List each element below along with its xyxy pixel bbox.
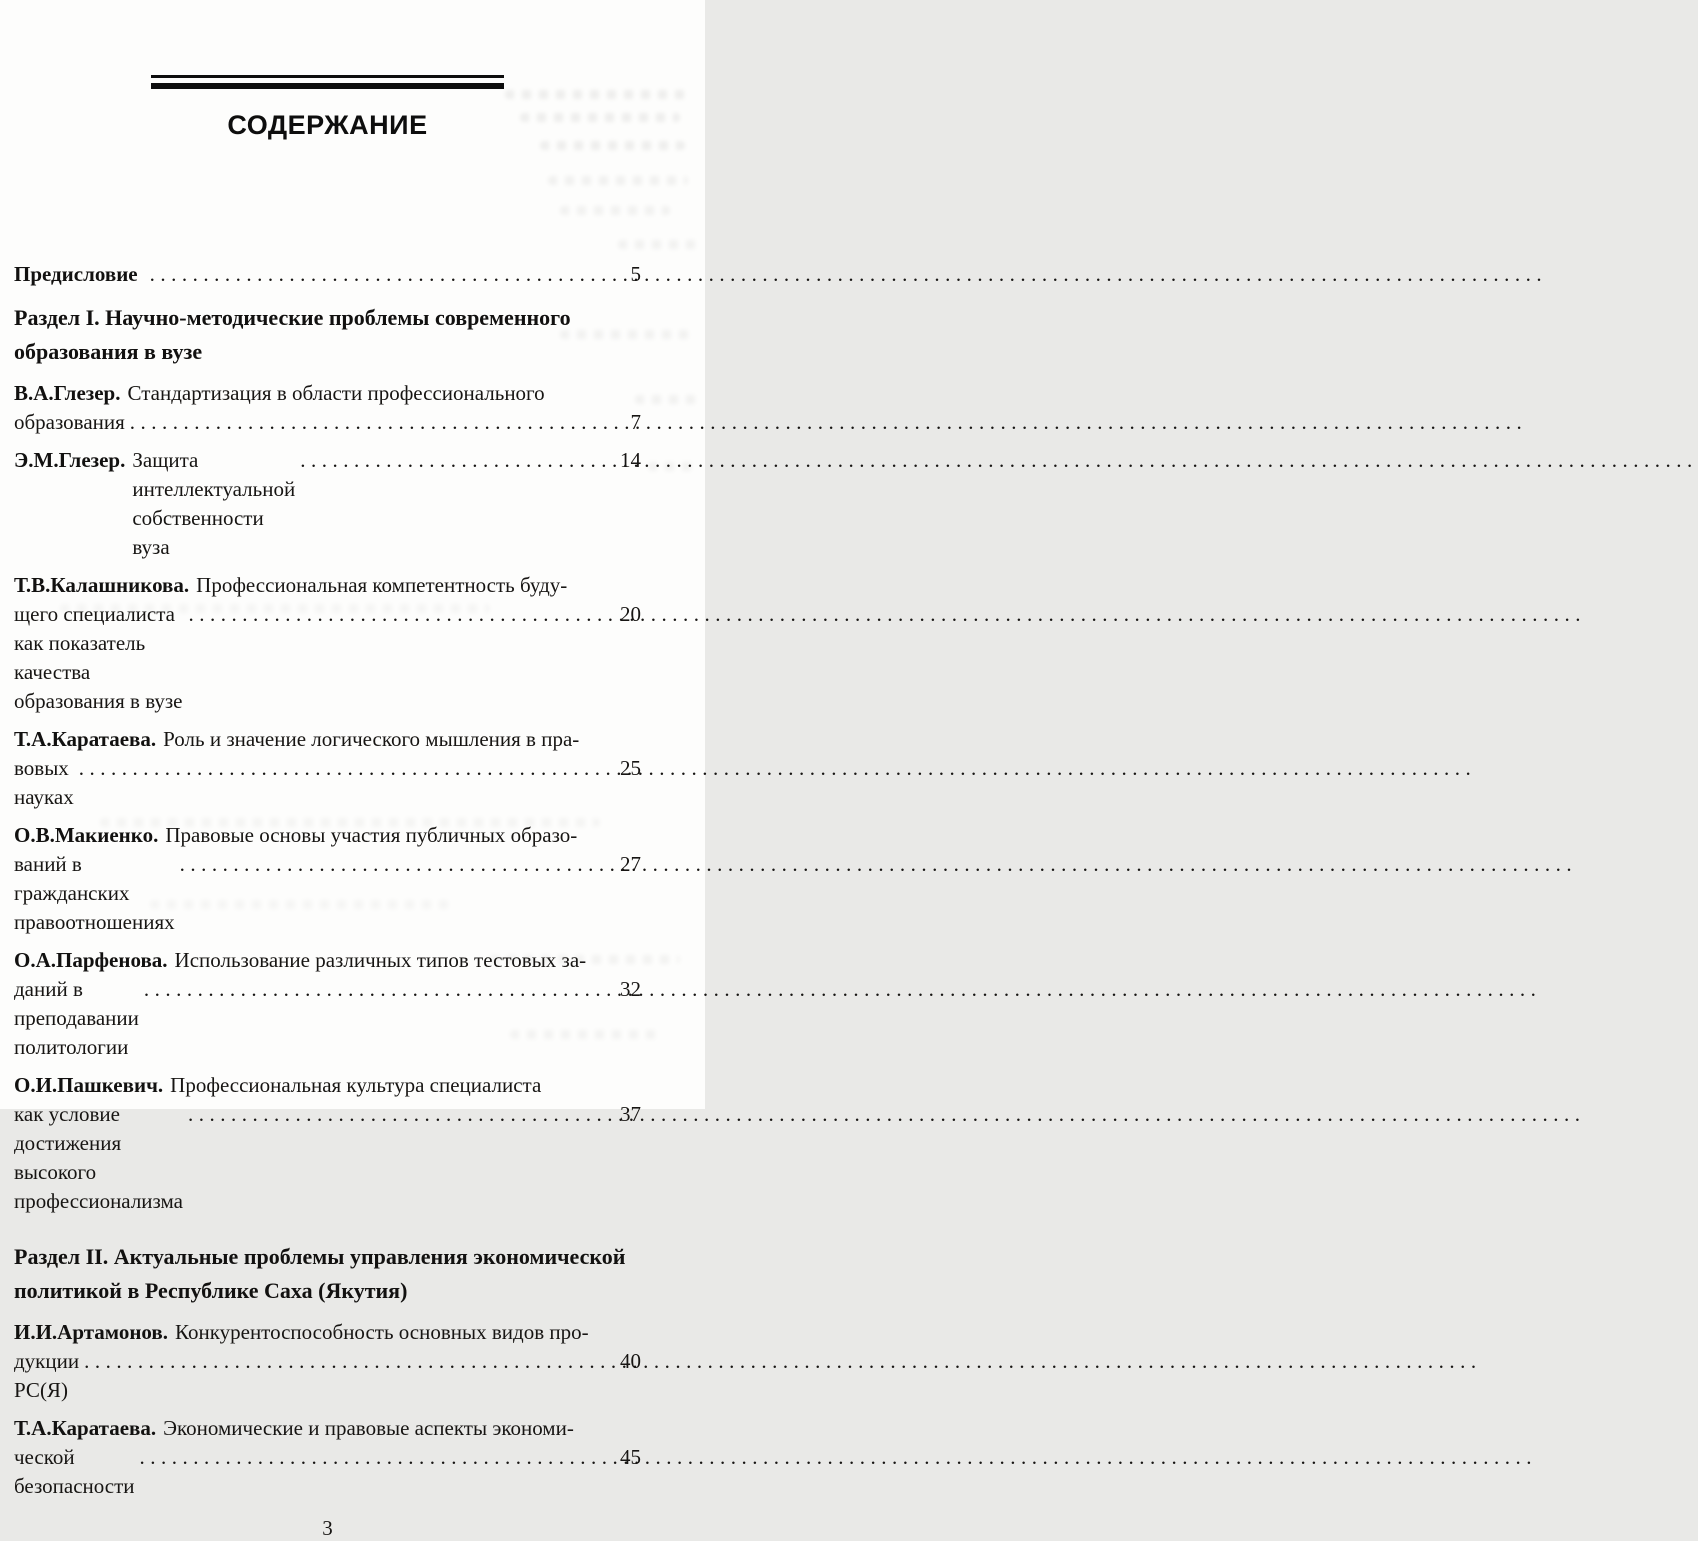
entry-text: Использование различных типов тестовых за- xyxy=(174,948,587,972)
page-title: СОДЕРЖАНИЕ xyxy=(227,110,428,140)
rule-thin xyxy=(151,75,504,78)
dot-leader xyxy=(175,850,620,879)
entry-line-2 xyxy=(14,1347,641,1405)
text-column xyxy=(14,0,641,1541)
entry-page-number: 5 xyxy=(630,262,641,286)
entry-line-2 xyxy=(14,975,641,1062)
entry-author: О.И.Пашкевич. xyxy=(14,1073,164,1097)
toc-entry xyxy=(14,571,641,716)
entry-text: вовых науках xyxy=(14,756,74,809)
entry-page-number: 37 xyxy=(620,1102,641,1126)
entry-page-number: 32 xyxy=(620,977,641,1001)
entry-author: Т.А.Каратаева. xyxy=(14,1416,157,1440)
entry-page-number: 45 xyxy=(620,1445,641,1469)
toc-entry xyxy=(14,1414,641,1501)
entry-line-1 xyxy=(14,379,641,408)
entry-line-2 xyxy=(14,408,641,437)
dot-leader xyxy=(183,600,620,629)
entry-line-1 xyxy=(14,821,641,850)
entry-author: В.А.Глезер. xyxy=(14,381,121,405)
toc-entry xyxy=(14,260,641,289)
entry-author: О.В.Макиенко. xyxy=(14,823,159,847)
toc-section-heading xyxy=(14,1240,641,1308)
toc-entry xyxy=(14,1071,641,1216)
entry-text: Роль и значение логического мышления в пра- xyxy=(163,727,580,751)
entry-author: Т.В.Калашникова. xyxy=(14,573,190,597)
section-line-1: Раздел I. Научно-методические проблемы современного xyxy=(14,305,571,330)
entry-page-number: 14 xyxy=(620,448,641,472)
dot-leader xyxy=(79,1347,620,1376)
entry-text: как условие достижения высокого профессионализма xyxy=(14,1102,183,1213)
entry-text: Профессиональная компетентность буду- xyxy=(196,573,568,597)
entry-text: Экономические и правовые аспекты экономи- xyxy=(163,1416,574,1440)
rule-thick xyxy=(151,83,504,89)
entry-page-number: 25 xyxy=(620,756,641,780)
toc-entry xyxy=(14,725,641,812)
dot-leader xyxy=(74,754,620,783)
entry-text: дукции РС(Я) xyxy=(14,1349,80,1402)
section-line-2: образования в вузе xyxy=(14,339,203,364)
scanned-book-page xyxy=(0,0,705,1540)
toc-entry xyxy=(14,821,641,937)
dot-leader xyxy=(139,975,620,1004)
entry-text: ваний в гражданских правоотношениях xyxy=(14,852,175,934)
entry-line-2 xyxy=(14,850,641,937)
toc-list xyxy=(14,260,641,1501)
entry-line-2 xyxy=(14,754,641,812)
dot-leader xyxy=(183,1100,620,1129)
entry-page-number: 40 xyxy=(620,1349,641,1373)
entry-line-1 xyxy=(14,446,641,562)
entry-line-1 xyxy=(14,260,641,289)
section-line-1: Раздел II. Актуальные проблемы управления экономической xyxy=(14,1244,626,1269)
entry-line-2 xyxy=(14,1443,641,1501)
bleed-through-smudge xyxy=(635,395,697,404)
entry-line-1 xyxy=(14,946,641,975)
entry-page-number: 27 xyxy=(620,852,641,876)
entry-text: Защита интеллектуальной собственности вуза xyxy=(132,448,296,559)
entry-text: Правовые основы участия публичных образо- xyxy=(165,823,578,847)
entry-text: даний в преподавании политологии xyxy=(14,977,139,1059)
entry-page-number: 7 xyxy=(630,410,641,434)
entry-author: Э.М.Глезер. xyxy=(14,448,126,472)
toc-entry xyxy=(14,1318,641,1405)
entry-author: Предисловие xyxy=(14,262,138,286)
header-double-rule xyxy=(151,75,504,89)
toc-entry xyxy=(14,379,641,437)
entry-page-number: 20 xyxy=(620,602,641,626)
entry-line-2 xyxy=(14,1100,641,1216)
entry-author: И.И.Артамонов. xyxy=(14,1320,169,1344)
entry-text: образования xyxy=(14,410,125,434)
entry-text: ческой безопасности xyxy=(14,1445,135,1498)
entry-line-2 xyxy=(14,600,641,716)
toc-entry xyxy=(14,946,641,1062)
toc-section-heading xyxy=(14,301,641,369)
dot-leader xyxy=(125,408,631,437)
entry-line-1 xyxy=(14,571,641,600)
entry-text: Стандартизация в области профессионального xyxy=(127,381,545,405)
dot-leader xyxy=(135,1443,620,1472)
toc-entry xyxy=(14,446,641,562)
page-number: 3 xyxy=(322,1516,333,1540)
entry-line-1 xyxy=(14,1414,641,1443)
section-line-2: политикой в Республике Саха (Якутия) xyxy=(14,1278,408,1303)
entry-line-1 xyxy=(14,725,641,754)
entry-line-1 xyxy=(14,1318,641,1347)
entry-text: Профессиональная культура специалиста xyxy=(170,1073,542,1097)
entry-line-1 xyxy=(14,1071,641,1100)
dot-leader xyxy=(295,446,620,475)
entry-author: О.А.Парфенова. xyxy=(14,948,168,972)
entry-author: Т.А.Каратаева. xyxy=(14,727,157,751)
entry-text: Конкурентоспособность основных видов про- xyxy=(175,1320,589,1344)
dot-leader xyxy=(145,260,631,289)
entry-text: щего специалиста как показатель качества образования в вузе xyxy=(14,602,183,713)
